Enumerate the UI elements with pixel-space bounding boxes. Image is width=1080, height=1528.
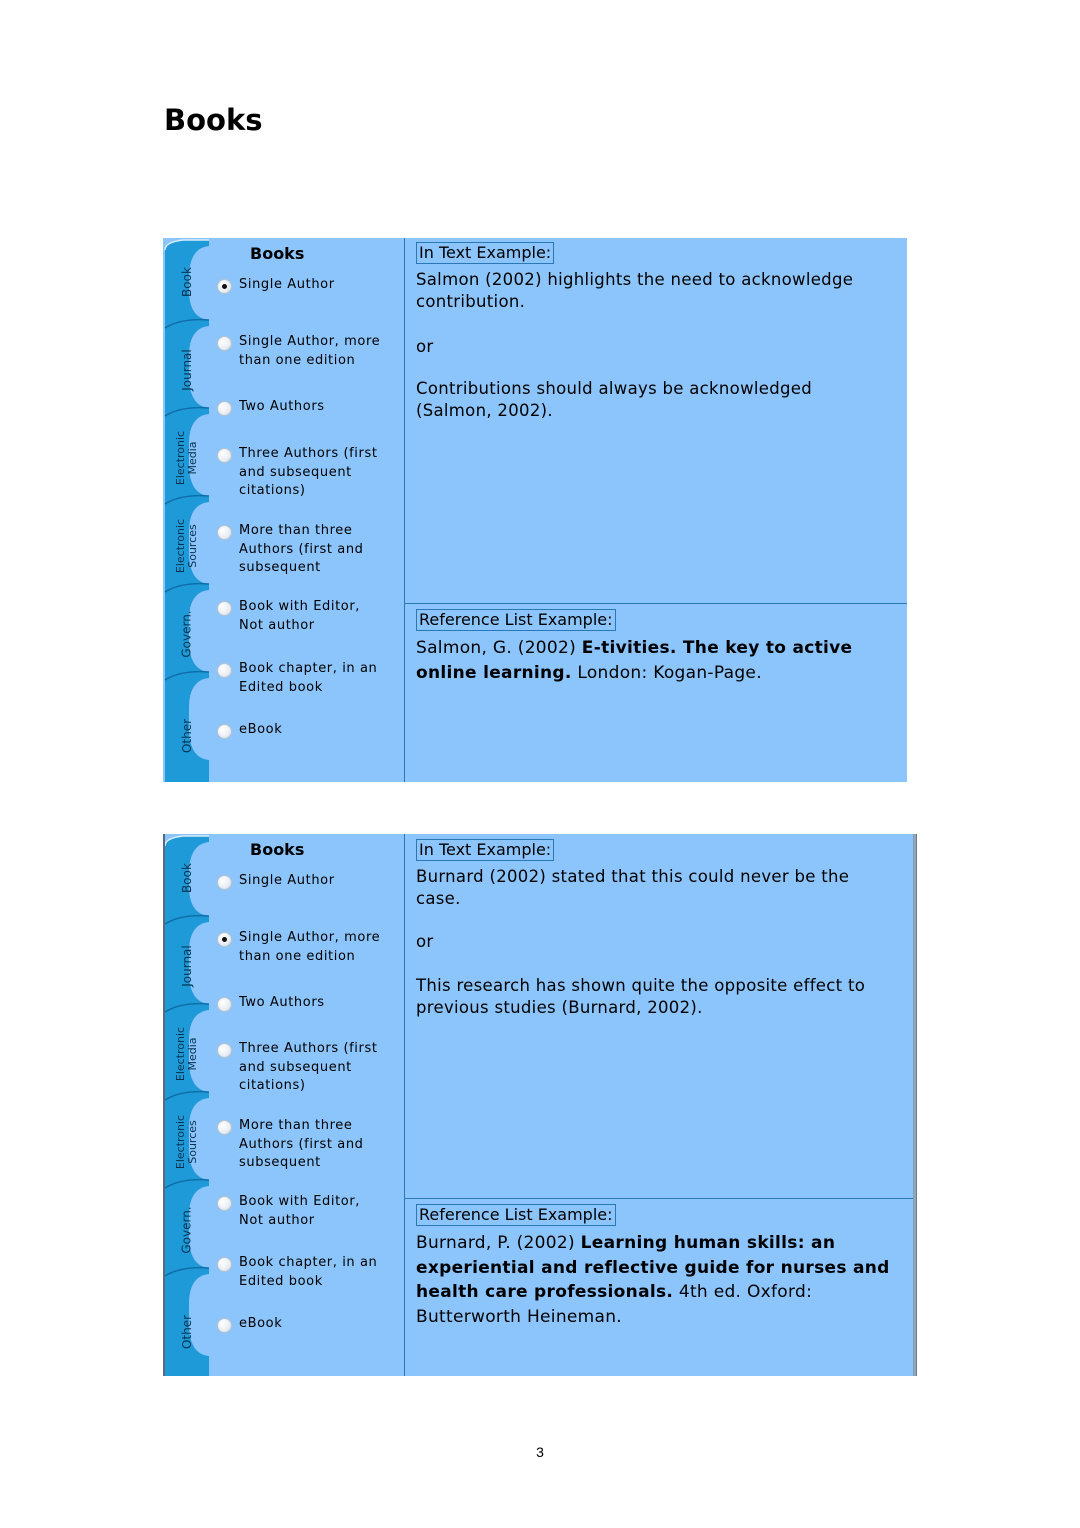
tab-electronic-media[interactable]: Electronic Media — [174, 430, 200, 486]
reference-list-example-label: Reference List Example: — [416, 1204, 616, 1226]
options-title: Books — [250, 840, 305, 859]
option-book-chapter[interactable] — [217, 1254, 403, 1291]
radio-icon[interactable] — [217, 1318, 232, 1333]
tab-book[interactable]: Book — [180, 863, 194, 893]
option-label: eBook — [239, 1316, 283, 1331]
tab-govern[interactable]: Govern. — [180, 1206, 194, 1254]
in-text-sentence-2: This research has shown quite the opposite effect to previous studies (Burnard, 2002). — [416, 976, 866, 1017]
tab-electronic-media[interactable]: Electronic Media — [174, 1026, 200, 1082]
option-more-than-three[interactable] — [217, 1117, 403, 1173]
reference-prefix: Burnard, P. (2002) — [416, 1233, 581, 1253]
option-two-authors[interactable] — [217, 398, 403, 417]
in-text-sentence-2: Contributions should always be acknowledged (Salmon, 2002). — [416, 379, 812, 420]
option-label: Book with Editor, Not author — [239, 599, 361, 633]
option-label: Book with Editor, Not author — [239, 1194, 361, 1228]
tab-journal[interactable]: Journal — [179, 349, 194, 391]
in-text-sentence-1: Salmon (2002) highlights the need to acknowledge contribution. — [416, 270, 854, 311]
reference-prefix: Salmon, G. (2002) — [416, 638, 582, 658]
option-three-authors[interactable] — [217, 445, 403, 501]
radio-icon[interactable] — [217, 932, 232, 947]
option-label: More than three Authors (first and subsequent — [239, 1118, 364, 1170]
options-column — [211, 834, 404, 1376]
radio-icon[interactable] — [217, 875, 232, 890]
radio-icon[interactable] — [217, 448, 232, 463]
option-label: Single Author — [239, 277, 335, 292]
option-label: Book chapter, in an Edited book — [239, 661, 378, 695]
option-single-author[interactable] — [217, 872, 403, 891]
column-divider — [404, 238, 405, 782]
radio-icon[interactable] — [217, 1043, 232, 1058]
in-text-example-label: In Text Example: — [416, 839, 554, 861]
radio-icon[interactable] — [217, 279, 232, 294]
in-text-example-label: In Text Example: — [416, 242, 554, 264]
tab-other[interactable]: Other — [179, 718, 194, 754]
radio-icon[interactable] — [217, 1196, 232, 1211]
reference-suffix: London: Kogan-Page. — [571, 662, 762, 683]
books-panel-single-author — [163, 238, 907, 782]
option-single-author-more-editions[interactable] — [217, 333, 403, 370]
tab-electronic-sources[interactable]: Electronic Sources — [174, 1114, 200, 1170]
option-label: More than three Authors (first and subsequent — [239, 523, 364, 575]
reference-entry — [416, 1231, 891, 1329]
option-book-with-editor[interactable] — [217, 598, 403, 635]
reference-title: E-tivities. The key to active online learning. — [416, 638, 853, 683]
books-panel-more-than-one-edition — [163, 834, 917, 1376]
option-ebook[interactable] — [217, 721, 403, 740]
in-text-or: or — [416, 932, 434, 951]
page-number: 3 — [536, 1444, 544, 1460]
option-ebook[interactable] — [217, 1315, 403, 1334]
section-divider — [405, 603, 907, 604]
section-divider — [405, 1198, 913, 1199]
option-label: Book chapter, in an Edited book — [239, 1255, 378, 1289]
option-label: Two Authors — [239, 995, 325, 1010]
reference-list-example-label: Reference List Example: — [416, 609, 616, 631]
option-single-author[interactable] — [217, 276, 403, 295]
option-three-authors[interactable] — [217, 1040, 403, 1096]
options-title: Books — [250, 244, 305, 263]
radio-icon[interactable] — [217, 724, 232, 739]
tab-strip — [163, 834, 211, 1376]
tab-electronic-sources[interactable]: Electronic Sources — [174, 518, 200, 574]
reference-suffix: 4th ed. Oxford: Butterworth Heineman. — [416, 1282, 813, 1327]
radio-icon[interactable] — [217, 997, 232, 1012]
in-text-or: or — [416, 337, 434, 356]
radio-icon[interactable] — [217, 1120, 232, 1135]
option-label: Three Authors (first and subsequent citations) — [239, 1041, 378, 1093]
panel-scroll-border — [913, 834, 917, 1376]
option-single-author-more-editions[interactable] — [217, 929, 403, 966]
option-more-than-three[interactable] — [217, 522, 403, 578]
tab-strip — [163, 238, 211, 782]
page-heading: Books — [164, 103, 263, 137]
column-divider — [404, 834, 405, 1376]
option-label: Single Author — [239, 873, 335, 888]
radio-icon[interactable] — [217, 601, 232, 616]
radio-icon[interactable] — [217, 1257, 232, 1272]
option-label: Single Author, more than one edition — [239, 930, 381, 964]
option-book-with-editor[interactable] — [217, 1193, 403, 1230]
option-two-authors[interactable] — [217, 994, 403, 1013]
reference-entry — [416, 636, 891, 685]
options-column — [211, 238, 404, 782]
tab-other[interactable]: Other — [179, 1314, 194, 1350]
radio-icon[interactable] — [217, 525, 232, 540]
option-book-chapter[interactable] — [217, 660, 403, 697]
option-label: eBook — [239, 722, 283, 737]
radio-icon[interactable] — [217, 336, 232, 351]
option-label: Single Author, more than one edition — [239, 334, 381, 368]
radio-icon[interactable] — [217, 663, 232, 678]
tab-journal[interactable]: Journal — [179, 945, 194, 987]
tab-book[interactable]: Book — [180, 267, 194, 297]
option-label: Two Authors — [239, 399, 325, 414]
tab-govern[interactable]: Govern. — [180, 610, 194, 658]
radio-icon[interactable] — [217, 401, 232, 416]
reference-title: Learning human skills: an experiential and reflective guide for nurses and health care professionals. — [416, 1233, 890, 1302]
in-text-sentence-1: Burnard (2002) stated that this could never be the case. — [416, 867, 850, 908]
option-label: Three Authors (first and subsequent citations) — [239, 446, 378, 498]
